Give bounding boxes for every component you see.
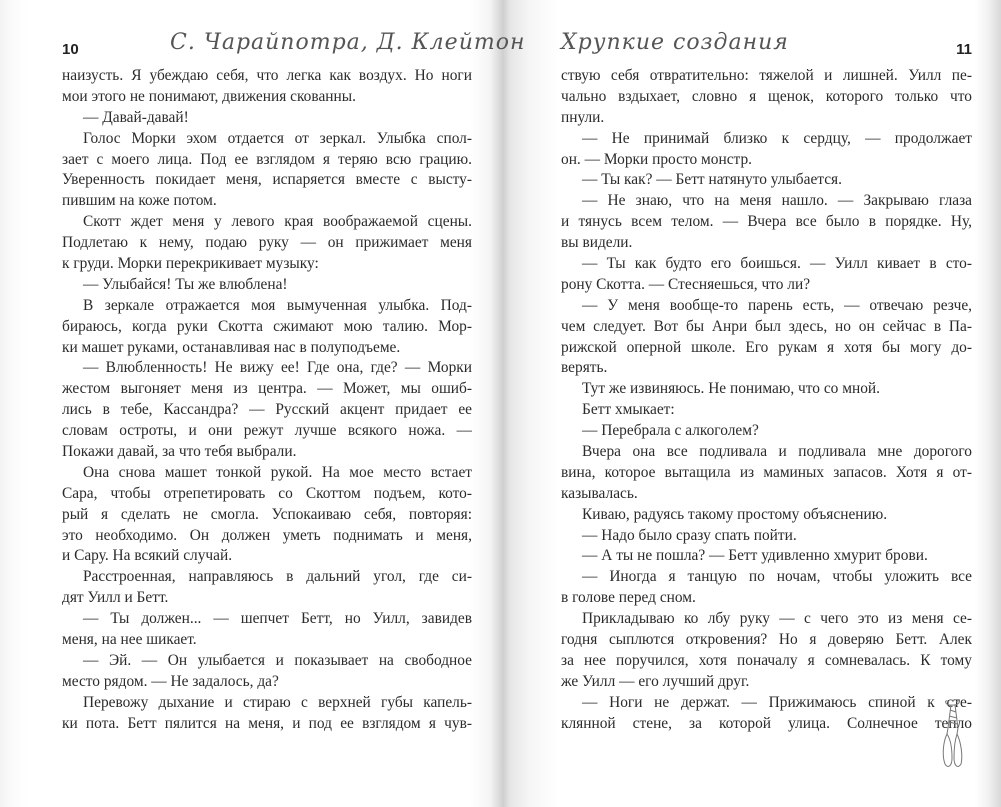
paragraph (561, 526, 972, 547)
text-line: казывалась. (561, 484, 638, 502)
text-line: — Иногда я танцую по ночам, чтобы уложить все (582, 568, 972, 586)
text-line: и Сару. На всякий случай. (62, 547, 233, 565)
text-line: Голос Морки эхом отдается от зеркал. Улыбка спол- (83, 129, 472, 147)
text-line: дят Уилл и Бетт. (62, 589, 169, 607)
paragraph (561, 693, 972, 735)
text-line: верять. (561, 359, 608, 377)
text-line: словам остроты, и они режут лучше всякого ножа. — (62, 422, 472, 440)
text-line: В зеркале отражается моя вымученная улыбка. Под- (83, 296, 472, 314)
paragraph (561, 400, 972, 421)
text-line: чально вздыхает, словно я щенок, которого только что (561, 87, 972, 105)
text-line: — Эй. — Он улыбается и показывает на свободное (83, 651, 472, 669)
text-line: к груди. Морки перекрикивает музыку: (62, 255, 319, 273)
paragraph (62, 358, 472, 462)
text-line: мои этого не понимают, движения скованны. (62, 87, 356, 105)
text-line: Тут же извиняюсь. Не понимаю, что со мной. (582, 380, 880, 398)
text-line: Вчера она все подливала и подливала мне дорогого (582, 443, 972, 461)
text-line: же Уилл — его лучший друг. (561, 672, 750, 690)
text-line: — Ты как будто его боишься. — Уилл кивает в сто- (582, 255, 972, 273)
text-line: за нее поручился, хотя поначалу я сомневалась. К тому (561, 651, 972, 669)
text-line: зает с моего лица. Под ее взглядом я теряю всю грацию. (62, 150, 472, 168)
text-line: жестом выгоняет меня из центра. — Может, мы ошиб- (62, 380, 472, 398)
text-line: — Надо было сразу спать пойти. (582, 526, 797, 544)
text-line: рону Скотта. — Стесняешься, что ли? (561, 275, 811, 293)
paragraph (62, 129, 472, 213)
paragraph (561, 546, 972, 567)
paragraph (62, 567, 472, 609)
running-head-authors: С. Чарайпотра, Д. Клейтон (170, 30, 526, 55)
text-line: Она снова машет тонкой рукой. На мое место встает (83, 463, 472, 481)
text-line: — У меня вообще-то парень есть, — отвечаю резче, (582, 296, 972, 314)
text-line: бираюсь, когда руки Скотта сжимают мою талию. Мор- (62, 317, 472, 335)
text-line: ки машет руками, останавливая нас в полуподъеме. (62, 338, 401, 356)
text-line: лись в тебе, Кассандра? — Русский акцент придает ее (62, 401, 472, 419)
page-body (561, 66, 972, 735)
text-line: — Влюбленность! Не вижу ее! Где она, где? — Морки (83, 359, 472, 377)
paragraph (561, 254, 972, 296)
paragraph (561, 609, 972, 693)
text-line: вы видели. (561, 234, 633, 252)
paragraph (62, 463, 472, 567)
paragraph (561, 442, 972, 505)
text-line: Покажи давай, за что тебя выбрали. (62, 443, 297, 461)
paragraph (62, 609, 472, 651)
paragraph (561, 567, 972, 609)
text-line: — Улыбайся! Ты же влюблена! (83, 275, 288, 293)
text-line: место рядом. — Не задалось, да? (62, 672, 279, 690)
paragraph (561, 296, 972, 380)
text-line: пившим на коже потом. (62, 192, 217, 210)
text-line: — Ноги не держат. — Прижимаюсь спиной к сте- (582, 693, 972, 711)
text-line: — Не знаю, что на меня нашло. — Закрываю глаза (582, 192, 972, 210)
paragraph (62, 275, 472, 296)
right-page (561, 0, 972, 807)
text-line: Уверенность покидает меня, испаряется вместе с высту- (62, 171, 472, 189)
paragraph (561, 66, 972, 129)
text-line: — Не принимай близко к сердцу, — продолжает (582, 129, 972, 147)
text-line: ствую себя отвратительно: тяжелой и лишней. Уилл пе- (561, 67, 972, 84)
text-line: меня, на нее шикает. (62, 631, 197, 649)
text-line: в голове перед сном. (561, 589, 696, 607)
text-line: — А ты не пошла? — Бетт удивленно хмурит брови. (582, 547, 928, 565)
text-line: годня сыплются откровения? Но я доверяю Бетт. Алек (561, 631, 972, 649)
page-body (62, 66, 472, 735)
text-line: Прикладываю ко лбу руку — с чего это из меня се- (582, 610, 972, 628)
page-number: 11 (956, 41, 972, 58)
paragraph (561, 421, 972, 442)
paragraph (62, 693, 472, 735)
paragraph (561, 379, 972, 400)
text-line: Скотт ждет меня у левого края воображаемой сцены. (83, 213, 472, 231)
text-line: клянной стене, за которой улица. Солнечное тепло (561, 714, 972, 732)
text-line: — Ты как? — Бетт натянуто улыбается. (582, 171, 842, 189)
paragraph (62, 296, 472, 359)
paragraph (561, 129, 972, 171)
text-line: рижской оперной школе. Его рукам я хотя бы могу до- (561, 338, 972, 356)
text-line: Перевожу дыхание и стираю с верхней губы капель- (83, 693, 472, 711)
paragraph (561, 505, 972, 526)
text-line: Подлетаю к нему, подаю руку — он прижимает меня (62, 234, 472, 252)
text-line: наизусть. Я убеждаю себя, что легка как воздух. Но ноги (62, 67, 472, 84)
page-number: 10 (62, 41, 79, 58)
paragraph (62, 212, 472, 275)
text-line: Киваю, радуясь такому простому объяснению. (582, 505, 888, 523)
paragraph (561, 170, 972, 191)
paragraph (62, 66, 472, 108)
text-line: вина, которое вытащила из маминых запасов. Хотя я от- (561, 463, 972, 481)
ballet-shoes-icon (940, 698, 966, 770)
text-line: чем следует. Вот бы Анри был здесь, но он сейчас в Па- (561, 317, 972, 335)
paragraph (62, 651, 472, 693)
running-head-title: Хрупкие создания (561, 30, 789, 55)
text-line: рый я сделать не смогла. Успокаиваю себя, повторяя: (62, 505, 472, 523)
text-line: — Ты должен... — шепчет Бетт, но Уилл, завидев (83, 610, 472, 628)
text-line: — Перебрала с алкоголем? (582, 422, 759, 440)
text-line: и тянусь всем телом. — Вчера все было в порядке. Ну, (561, 213, 972, 231)
paragraph (561, 191, 972, 254)
text-line: Сара, чтобы отрепетировать со Скоттом подъем, кото- (62, 484, 472, 502)
text-line: пнули. (561, 108, 605, 126)
text-line: он. — Морки просто монстр. (561, 150, 752, 168)
text-line: Бетт хмыкает: (582, 401, 675, 419)
paragraph (62, 108, 472, 129)
text-line: — Давай-давай! (83, 108, 189, 126)
text-line: Расстроенная, направляюсь в дальний угол, где си- (83, 568, 472, 586)
text-line: ки пота. Бетт пялится на меня, и под ее взглядом я чув- (62, 714, 472, 732)
left-page (62, 0, 526, 807)
text-line: это необходимо. Он должен уметь поднимать и меня, (62, 526, 472, 544)
